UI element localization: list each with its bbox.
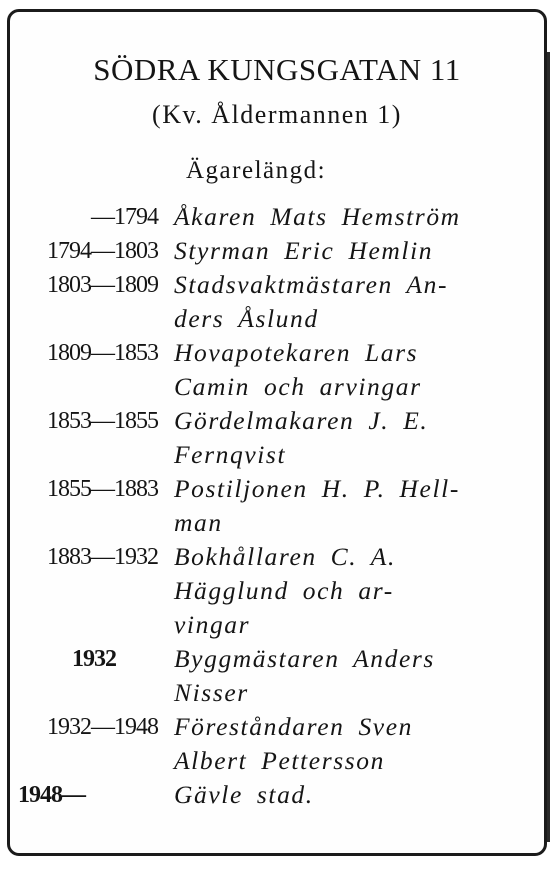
entry-owner (174, 200, 534, 234)
page-subtitle: (Kv. Åldermannen 1) (152, 100, 402, 129)
owner-line: vingar (174, 610, 251, 639)
entry-owner (174, 472, 534, 540)
entry-years: 1932—1948 (47, 714, 158, 740)
owner-list (10, 200, 544, 812)
entry-years: 1883—1932 (47, 544, 158, 570)
owner-line: Byggmästaren Anders (174, 644, 435, 673)
entry-owner (174, 710, 534, 778)
list-item (10, 200, 544, 234)
entry-years: 1855—1883 (47, 476, 158, 502)
list-item (10, 234, 544, 268)
ownership-card (7, 9, 547, 856)
list-item (10, 268, 544, 336)
list-item (10, 404, 544, 472)
owner-line: Albert Pettersson (174, 746, 385, 775)
entry-owner (174, 404, 534, 472)
owner-line: Gävle stad. (174, 780, 314, 809)
entry-years: 1932 (72, 646, 116, 672)
entry-owner (174, 336, 534, 404)
page-title: SÖDRA KUNGSGATAN 11 (93, 52, 461, 87)
entry-years: 1809—1853 (47, 340, 158, 366)
entry-owner (174, 234, 534, 268)
owner-line: Hovapotekaren Lars (174, 338, 419, 367)
owner-line: Hägglund och ar- (174, 576, 394, 605)
entry-owner (174, 540, 534, 642)
owner-line: ders Åslund (174, 304, 319, 333)
owner-line: Föreståndaren Sven (174, 712, 413, 741)
entry-owner (174, 642, 534, 710)
owner-line: Stadsvaktmästaren An- (174, 270, 449, 299)
entry-years: 1853—1855 (47, 408, 158, 434)
entry-years: 1803—1809 (47, 272, 158, 298)
owner-line: Camin och arvingar (174, 372, 422, 401)
owner-line: Åkaren Mats Hemström (174, 202, 461, 231)
list-heading: Ägarelängd: (186, 157, 327, 184)
entry-years: —1794 (91, 204, 158, 230)
owner-line: Nisser (174, 678, 249, 707)
owner-line: Fernqvist (174, 440, 287, 469)
list-item (10, 336, 544, 404)
owner-line: man (174, 508, 223, 537)
entry-owner (174, 268, 534, 336)
list-item (10, 472, 544, 540)
entry-years: 1794—1803 (47, 238, 158, 264)
list-item (10, 540, 544, 642)
owner-line: Postiljonen H. P. Hell- (174, 474, 460, 503)
owner-line: Gördelmakaren J. E. (174, 406, 429, 435)
owner-line: Styrman Eric Hemlin (174, 236, 434, 265)
list-item (10, 710, 544, 778)
list-item (10, 778, 544, 812)
entry-owner (174, 778, 534, 812)
owner-line: Bokhållaren C. A. (174, 542, 396, 571)
list-item (10, 642, 544, 710)
entry-years: 1948— (18, 782, 85, 808)
